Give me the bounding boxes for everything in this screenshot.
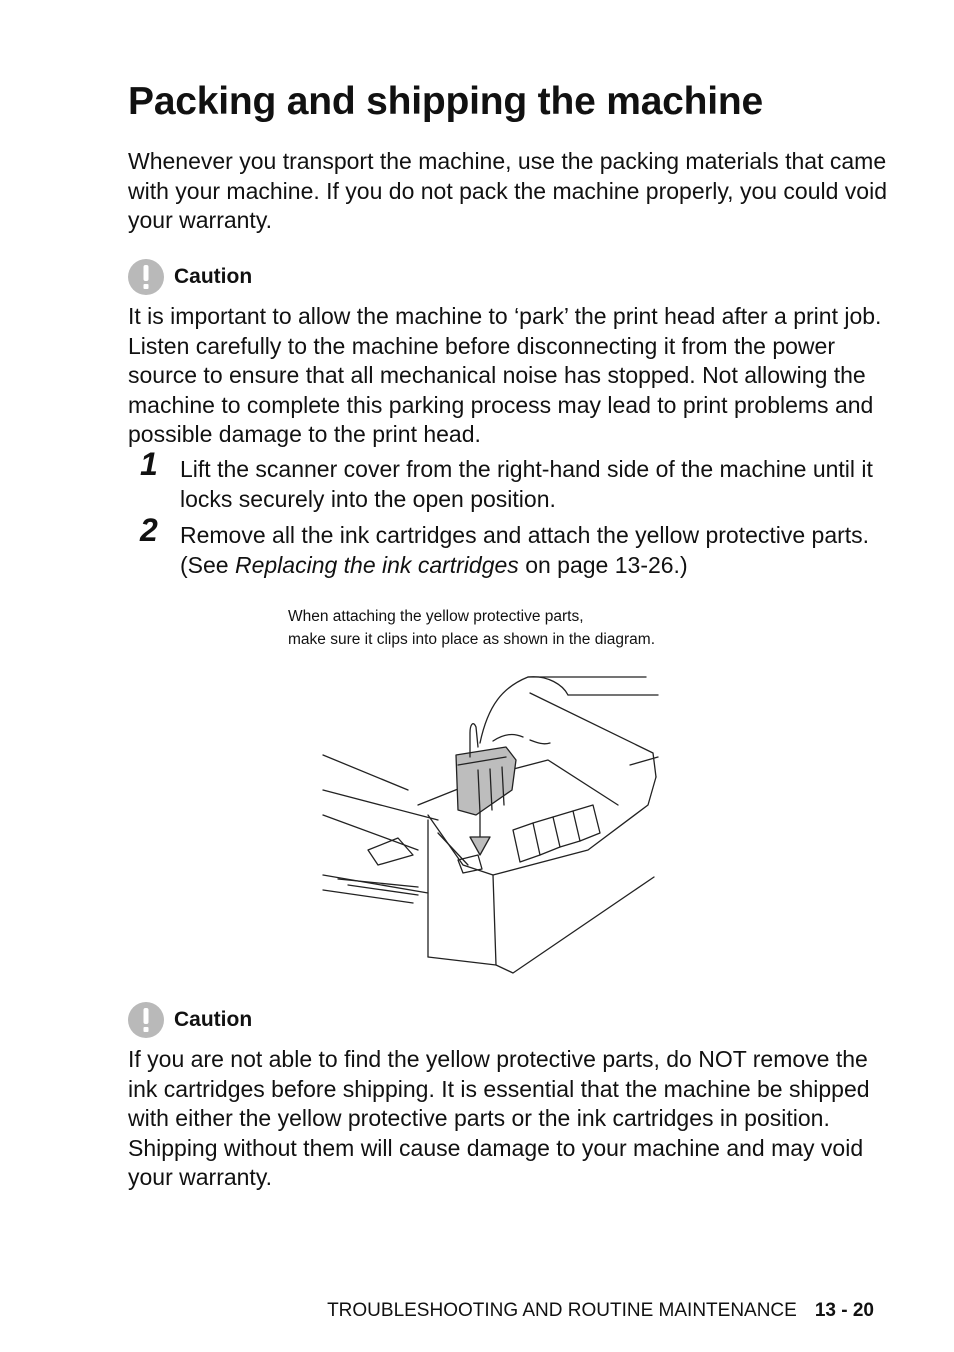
exclamation-icon	[128, 1002, 164, 1038]
figure-caption	[288, 605, 768, 651]
step-number: 2	[140, 512, 158, 548]
machine-illustration	[318, 665, 663, 980]
page-footer	[327, 1300, 874, 1322]
caution-header	[128, 258, 252, 296]
caution-label: Caution	[174, 265, 253, 288]
step-number: 1	[140, 446, 158, 482]
caution-header	[128, 1001, 252, 1039]
caution-label: Caution	[174, 1008, 253, 1031]
step-text: Lift the scanner cover from the right-hand side of the machine until it locks securely into the open position.	[180, 456, 873, 512]
caution-text: If you are not able to find the yellow protective parts, do NOT remove the ink cartridges before shipping. It is essential that the machine be shipped with either the yellow protective parts or the ink cartridges in position. Shipping without them will cause damage to your machine and may void your warranty.	[128, 1046, 870, 1190]
step-text-start: Remove all the ink cartridges and attach the yellow protective parts. (See	[180, 522, 870, 578]
figure-caption-line: When attaching the yellow protective parts,	[288, 608, 584, 625]
exclamation-icon	[128, 259, 164, 295]
step-text-end: on page 13-26.)	[518, 551, 688, 578]
page-title: Packing and shipping the machine	[128, 80, 764, 123]
caution-text: It is important to allow the machine to ‘park’ the print head after a print job. Listen carefully to the machine before disconnecting it from the power source to ensure that all mechanical noise has stopped. Not allowing the machine to complete this parking process may lead to print problems and possible damage to the print head.	[128, 303, 882, 447]
step-text	[180, 521, 880, 580]
footer-page-number: 13 - 20	[814, 1300, 874, 1321]
figure-caption-line: make sure it clips into place as shown in the diagram.	[288, 631, 656, 648]
intro-paragraph: Whenever you transport the machine, use the packing materials that came with your machine. If you do not pack the machine properly, you could void your warranty.	[128, 148, 887, 233]
footer-section: TROUBLESHOOTING AND ROUTINE MAINTENANCE	[327, 1300, 797, 1321]
cross-reference: Replacing the ink cartridges	[234, 551, 519, 578]
